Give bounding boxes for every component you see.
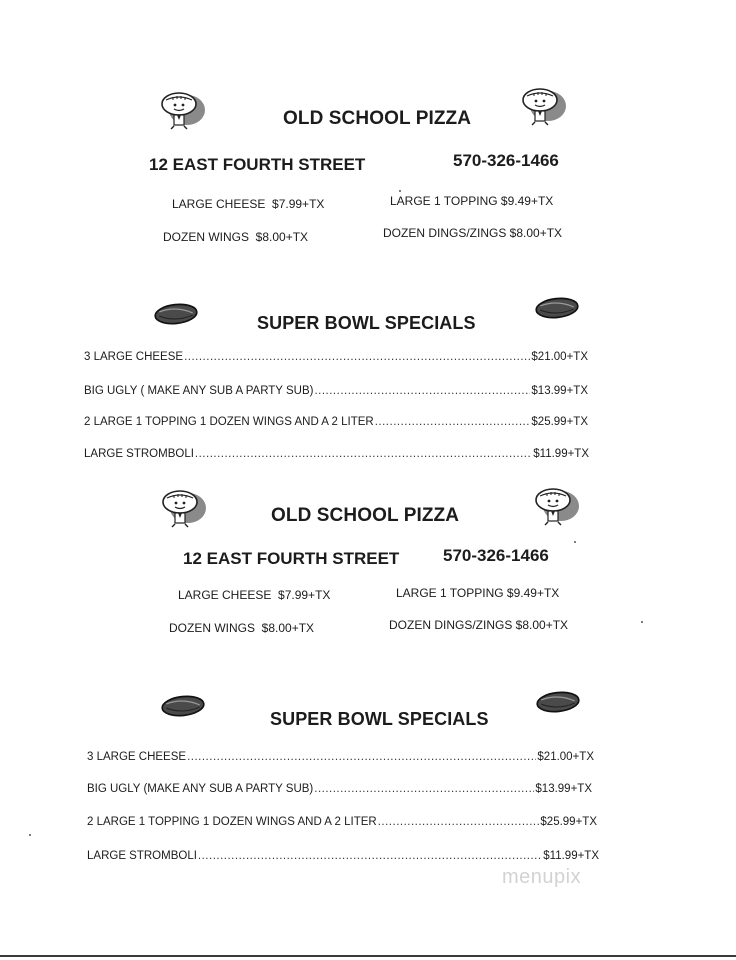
specials-title: SUPER BOWL SPECIALS — [270, 709, 489, 729]
specials-title: SUPER BOWL SPECIALS — [257, 313, 476, 333]
special-item — [87, 783, 592, 795]
price-dozen-wings: DOZEN WINGS $8.00+TX — [169, 621, 315, 635]
special-price: $11.99+TX — [543, 850, 599, 862]
price-dozen-dings-zings: DOZEN DINGS/ZINGS $8.00+TX — [389, 618, 569, 632]
special-price: $25.99+TX — [540, 816, 597, 828]
special-item — [84, 448, 589, 460]
football-icon — [160, 693, 206, 719]
special-item — [87, 816, 597, 828]
restaurant-title: OLD SCHOOL PIZZA — [283, 108, 472, 129]
football-mascot-icon — [531, 482, 581, 526]
page-edge-line — [0, 955, 736, 957]
street-address: 12 EAST FOURTH STREET — [183, 549, 400, 568]
scan-speck — [574, 541, 576, 543]
leader-dots — [378, 816, 540, 828]
special-price: $13.99+TX — [535, 783, 592, 795]
price-dozen-wings: DOZEN WINGS $8.00+TX — [163, 230, 309, 244]
special-price: $21.00+TX — [537, 751, 594, 763]
special-item — [84, 385, 588, 397]
football-icon — [535, 689, 581, 715]
menupix-watermark: menupix — [502, 866, 582, 888]
special-name: 3 LARGE CHEESE — [87, 751, 187, 763]
football-icon — [153, 301, 199, 327]
scan-speck — [399, 190, 401, 192]
special-name: 3 LARGE CHEESE — [84, 351, 184, 363]
leader-dots — [314, 385, 530, 397]
special-price: $13.99+TX — [531, 385, 588, 397]
special-item — [84, 416, 588, 428]
price-large-one-topping: LARGE 1 TOPPING $9.49+TX — [390, 194, 554, 208]
price-large-cheese: LARGE CHEESE $7.99+TX — [172, 197, 325, 211]
football-mascot-icon — [157, 86, 207, 130]
special-price: $11.99+TX — [533, 448, 589, 460]
scan-speck — [29, 834, 31, 836]
special-name: LARGE STROMBOLI — [87, 850, 197, 862]
leader-dots — [198, 850, 542, 862]
phone-number: 570-326-1466 — [453, 151, 559, 170]
price-large-cheese: LARGE CHEESE $7.99+TX — [178, 588, 331, 602]
leader-dots — [187, 751, 536, 763]
special-item — [87, 850, 599, 862]
price-large-one-topping: LARGE 1 TOPPING $9.49+TX — [396, 586, 560, 600]
special-name: BIG UGLY ( MAKE ANY SUB A PARTY SUB) — [84, 385, 314, 397]
special-name: LARGE STROMBOLI — [84, 448, 194, 460]
restaurant-title: OLD SCHOOL PIZZA — [271, 505, 460, 526]
leader-dots — [314, 783, 534, 795]
special-name: 2 LARGE 1 TOPPING 1 DOZEN WINGS AND A 2 LITER — [84, 416, 374, 428]
football-mascot-icon — [518, 82, 568, 126]
leader-dots — [184, 351, 530, 363]
special-name: BIG UGLY (MAKE ANY SUB A PARTY SUB) — [87, 783, 314, 795]
special-price: $21.00+TX — [531, 351, 588, 363]
special-price: $25.99+TX — [531, 416, 588, 428]
special-item — [84, 351, 588, 363]
price-dozen-dings-zings: DOZEN DINGS/ZINGS $8.00+TX — [383, 226, 563, 240]
leader-dots — [375, 416, 531, 428]
football-icon — [534, 295, 580, 321]
football-mascot-icon — [158, 484, 208, 528]
phone-number: 570-326-1466 — [443, 546, 549, 565]
special-name: 2 LARGE 1 TOPPING 1 DOZEN WINGS AND A 2 LITER — [87, 816, 377, 828]
special-item — [87, 751, 594, 763]
street-address: 12 EAST FOURTH STREET — [149, 155, 366, 174]
scan-speck — [641, 621, 643, 623]
leader-dots — [195, 448, 532, 460]
